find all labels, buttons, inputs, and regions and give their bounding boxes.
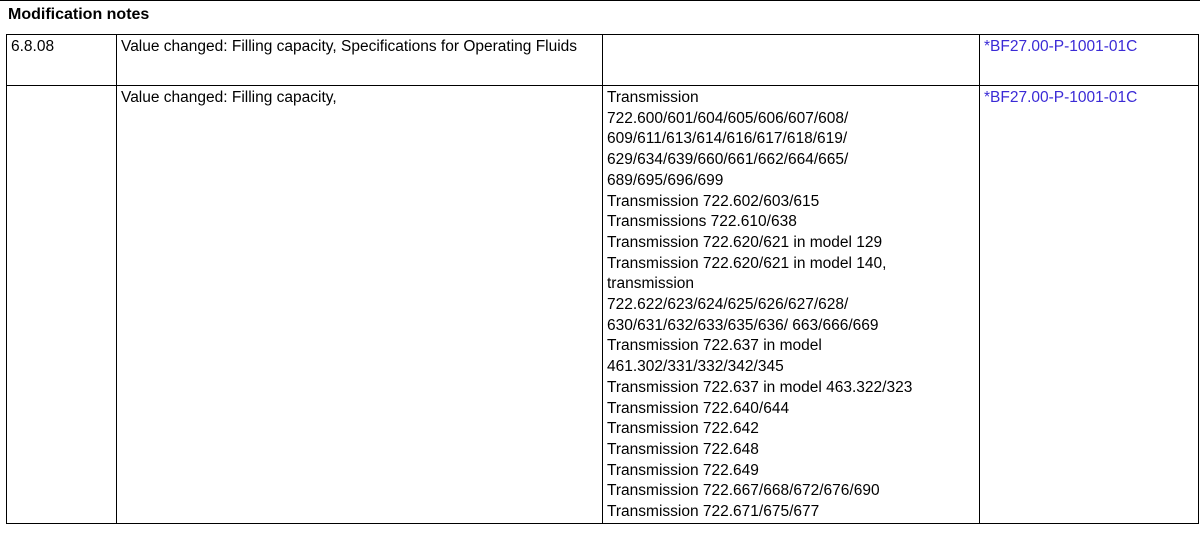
applies-to-cell [603, 35, 980, 86]
applies-to-line: 630/631/632/633/635/636/ 663/666/669 [607, 316, 879, 334]
applies-to-line: Transmission 722.649 [607, 461, 759, 479]
applies-to-line: Transmission [607, 89, 699, 106]
change-cell: Value changed: Filling capacity, [117, 86, 603, 524]
applies-to-line: 461.302/331/332/342/345 [607, 358, 784, 376]
applies-to-line: transmission [607, 275, 694, 293]
reference-link[interactable]: *BF27.00-P-1001-01C [984, 89, 1138, 106]
modification-notes-table [6, 34, 1199, 524]
heading-bar [0, 0, 1200, 30]
applies-to-line: Transmission 722.640/644 [607, 399, 790, 417]
applies-to-line: 722.622/623/624/625/626/627/628/ [607, 296, 849, 314]
applies-to-line: 629/634/639/660/661/662/664/665/ [607, 151, 849, 169]
table-row [7, 86, 1199, 524]
applies-to-line: Transmission 722.620/621 in model 129 [607, 233, 883, 251]
applies-to-line: Transmission 722.637 in model [607, 337, 822, 355]
applies-to-line: Transmission 722.671/675/677 [607, 503, 820, 521]
reference-cell [980, 86, 1199, 524]
applies-to-line: Transmission 722.620/621 in model 140, [607, 254, 887, 272]
applies-to-line: 722.600/601/604/605/606/607/608/ [607, 109, 849, 127]
applies-to-line: 609/611/613/614/616/617/618/619/ [607, 130, 848, 148]
applies-to-line: Transmission 722.602/603/615 [607, 192, 820, 210]
applies-to-line: Transmission 722.648 [607, 440, 759, 458]
date-cell: 6.8.08 [7, 35, 117, 86]
date-cell [7, 86, 117, 524]
page-title: Modification notes [8, 6, 150, 23]
applies-to-line: Transmission 722.637 in model 463.322/323 [607, 378, 913, 396]
applies-to-line: 689/695/696/699 [607, 171, 724, 189]
change-cell: Value changed: Filling capacity, Specifications for Operating Fluids [117, 35, 603, 86]
reference-link[interactable]: *BF27.00-P-1001-01C [984, 38, 1138, 55]
applies-to-cell [603, 86, 980, 524]
applies-to-line: Transmissions 722.610/638 [607, 213, 797, 231]
applies-to-line: Transmission 722.667/668/672/676/690 [607, 482, 880, 500]
applies-to-line: Transmission 722.642 [607, 420, 759, 438]
reference-cell [980, 35, 1199, 86]
table-row [7, 35, 1199, 86]
